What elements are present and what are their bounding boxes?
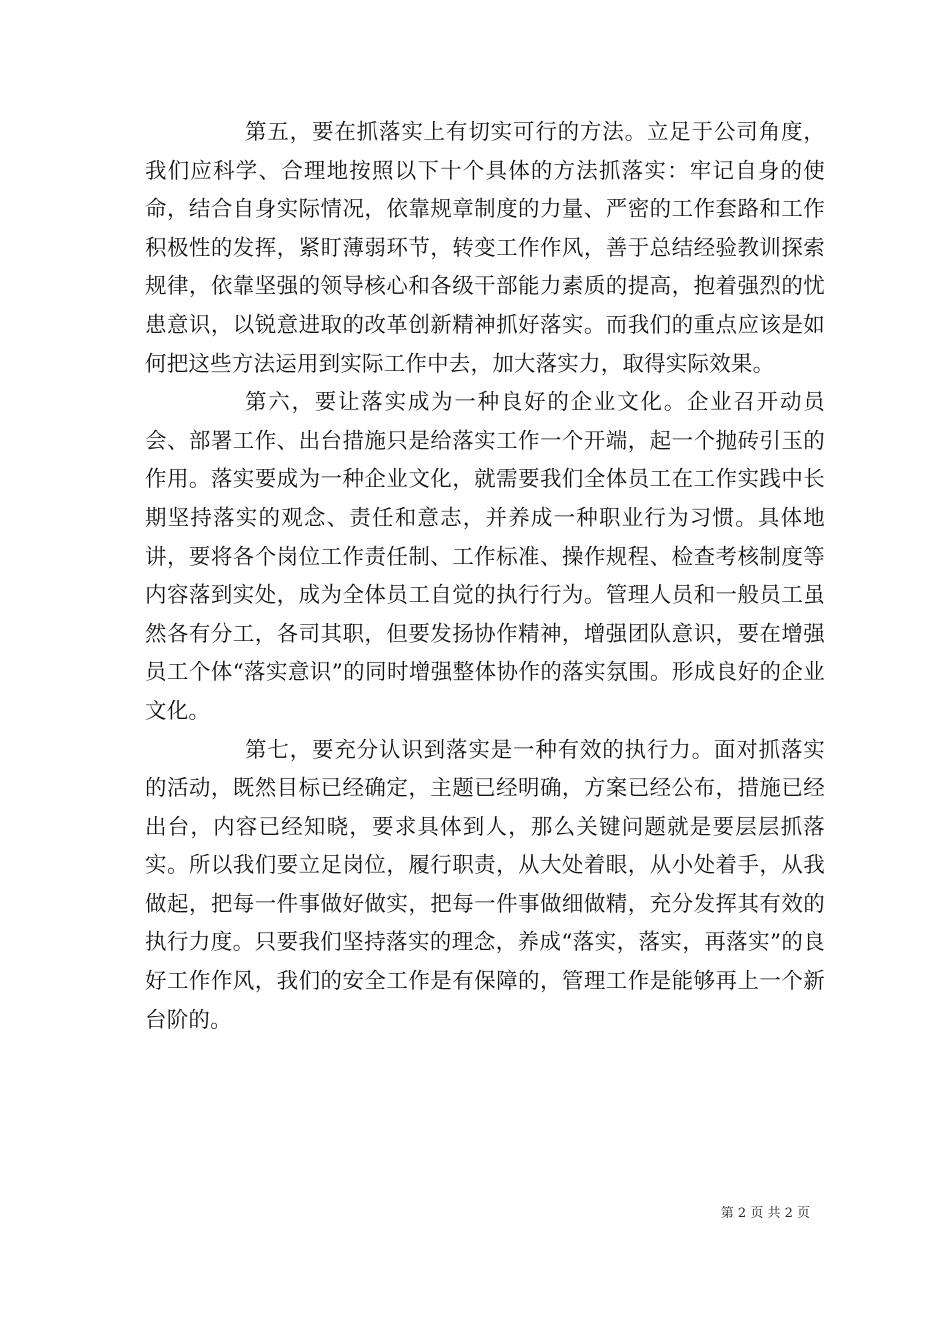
paragraph-sixth: 第六，要让落实成为一种良好的企业文化。企业召开动员会、部署工作、出台措施只是给落实工作一个开端，起一个抛砖引玉的作用。落实要成为一种企业文化，就需要我们全体员工在工作实践中长期坚持落实的观念、责任和意志，并养成一种职业行为习惯。具体地讲，要将各个岗位工作责任制、工作标准、操作规程、检查考核制度等内容落到实处，成为全体员工自觉的执行行为。管理人员和一般员工虽然各有分工，各司其职，但要发扬协作精神，增强团队意识，要在增强员工个体“落实意识”的同时增强整体协作的落实氛围。形成良好的企业文化。	[145, 390, 825, 724]
page-number: 第 2 页 共 2 页	[720, 1206, 810, 1221]
paragraph-fifth: 第五，要在抓落实上有切实可行的方法。立足于公司角度，我们应科学、合理地按照以下十个具体的方法抓落实：牢记自身的使命，结合自身实际情况，依靠规章制度的力量、严密的工作套路和工作积极性的发挥，紧盯薄弱环节，转变工作作风，善于总结经验教训探索规律，依靠坚强的领导核心和各级干部能力素质的提高，抱着强烈的忧患意识，以锐意进取的改革创新精神抓好落实。而我们的重点应该是如何把这些方法运用到实际工作中去，加大落实力，取得实际效果。	[145, 120, 825, 377]
paragraph-seventh: 第七，要充分认识到落实是一种有效的执行力。面对抓落实的活动，既然目标已经确定，主题已经明确，方案已经公布，措施已经出台，内容已经知晓，要求具体到人，那么关键问题就是要层层抓落实。所以我们要立足岗位，履行职责，从大处着眼，从小处着手，从我做起，把每一件事做好做实，把每一件事做细做精，充分发挥其有效的执行力度。只要我们坚持落实的理念，养成“落实，落实，再落实”的良好工作作风，我们的安全工作是有保障的，管理工作是能够再上一个新台阶的。	[145, 737, 825, 1033]
document-body	[145, 114, 825, 1040]
